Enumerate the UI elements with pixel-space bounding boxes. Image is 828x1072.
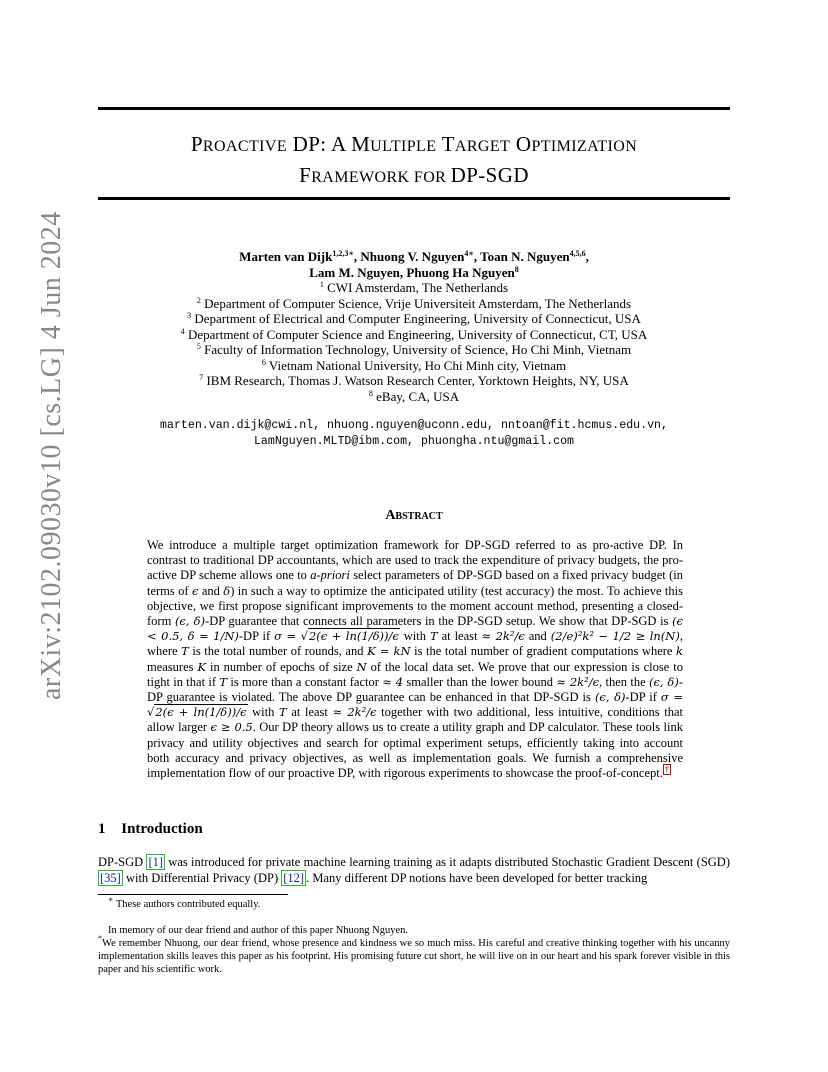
footnote-memory: In memory of our dear friend and author of this paper Nhuong Nguyen. <box>108 925 409 936</box>
footnote-equal-contribution: ∗ These authors contributed equally. <box>108 895 261 910</box>
arxiv-identifier: arXiv:2102.09030v10 [cs.LG] 4 Jun 2024 <box>36 211 67 700</box>
title-line-1: PROACTIVE DP: A MULTIPLE TARGET OPTIMIZATION <box>190 132 638 156</box>
title-line-2: FRAMEWORK FOR DP-SGD <box>299 163 529 187</box>
citation-link[interactable]: [12] <box>283 870 305 885</box>
affiliation-list <box>98 280 730 404</box>
citation-link[interactable]: [1] <box>148 855 164 869</box>
section-title: Introduction <box>121 821 203 837</box>
section-heading <box>98 821 203 838</box>
title-rule-top <box>98 107 730 110</box>
author-line-2: Lam M. Nguyen, Phuong Ha Nguyen$^8$ <box>309 264 519 280</box>
affiliation-item: $^1$ CWI Amsterdam, The Netherlands <box>319 280 509 295</box>
author-list <box>98 249 730 280</box>
title-rule-bottom <box>98 197 730 200</box>
affiliation-item: $^6$ Vietnam National University, Ho Chi Minh city, Vietnam <box>261 357 567 373</box>
email-line-1: marten.van.dijk@cwi.nl, nhuong.nguyen@uconn.edu, nntoan@fit.hcmus.edu.vn, <box>160 419 668 432</box>
abstract-body <box>147 538 683 781</box>
author-line-1: Marten van Dijk$^{1,2,3∗}$, Nhuong V. Nguyen$^{4∗}$, Toan N. Nguyen$^{4,5,6}$, <box>239 249 589 264</box>
paper-title <box>98 130 730 192</box>
affiliation-item: $^3$ Department of Electrical and Computer Engineering, University of Connecticut, USA <box>187 311 641 326</box>
abstract-heading: Abstract <box>385 508 443 523</box>
citation-link[interactable]: [35] <box>100 870 121 885</box>
intro-paragraph: DP-SGD [1] was introduced for private machine learning training as it adapts distributed Stochastic Gradient Descent (SGD) [35] with Differential Privacy (DP) [12] . Many different DP notions have been developed for better tracking <box>98 855 730 885</box>
section-number: 1 <box>98 821 106 837</box>
affiliation-item: $^5$ Faculty of Information Technology, University of Science, Ho Chi Minh, Vietnam <box>196 342 632 357</box>
affiliation-item: $^8$ eBay, CA, USA <box>368 388 460 404</box>
email-line-2: LamNguyen.MLTD@ibm.com, phuongha.ntu@gmail.com <box>253 434 575 448</box>
email-list <box>98 418 730 449</box>
footnote-link[interactable]: † <box>664 765 669 775</box>
affiliation-item: $^2$ Department of Computer Science, Vrije Universiteit Amsterdam, The Netherlands <box>196 295 632 311</box>
affiliation-item: $^7$ IBM Research, Thomas J. Watson Research Center, Yorktown Heights, NY, USA <box>199 373 629 388</box>
footnote-rule <box>98 894 288 895</box>
footnote-dedication: *We remember Nhuong, our dear friend, whose presence and kindness we so much miss. His careful and creative thinking together with his uncanny implementation skills leaves this paper as his footprint. His promising future cut short, he will live on in our heart and his spark forever visible in this paper and his scientific work. <box>98 934 730 975</box>
affiliation-item: $^4$ Department of Computer Science and Engineering, University of Connecticut, CT, USA <box>180 326 648 342</box>
abstract-paragraph: We introduce a multiple target optimization framework for DP-SGD referred to as pro-active DP. In contrast to traditional DP accountants, which are used to track the expenditure of privacy budgets, the pro-active DP scheme allows one to a-priori select parameters of DP-SGD based on a fixed privacy budget (in terms of ϵ and δ) in such a way to optimize the anticipated utility (test accuracy) the most. To achieve this objective, we first propose significant improvements to the moment account method, presenting a closed-form (ϵ, δ)-DP guarantee that connects all parameters in the DP-SGD setup. We show that DP-SGD is (ϵ < 0.5, δ = 1/N)-DP if σ = √2(ϵ + ln(1/δ))/ϵ with T at least ≈ 2k²/ϵ and (2/e)²k² − 1/2 ≥ ln(N), where T is the total number of rounds, and K = kN is the total number of gradient computations where k measures K in number of epochs of size N of the local data set. We prove that our expression is close to tight in that if T is more than a constant factor ≈ 4 smaller than the lower bound ≈ 2k²/ϵ, then the (ϵ, δ)-DP guarantee is violated. The above DP guarantee can be enhanced in that DP-SGD is (ϵ, δ)-DP if σ = √2(ϵ + ln(1/δ))/ϵ with T at least ≈ 2k²/ϵ together with two additional, less intuitive, conditions that allow larger ϵ ≥ 0.5. Our DP theory allows us to create a utility graph and DP calculator. These tools link privacy and utility objectives and search for optimal experiment setups, efficiently taking into account both accuracy and privacy objectives, as well as implementation goals. We furnish a comprehensive implementation flow of our proactive DP, with rigorous experiments to showcase the proof-of-concept. † <box>147 538 683 781</box>
